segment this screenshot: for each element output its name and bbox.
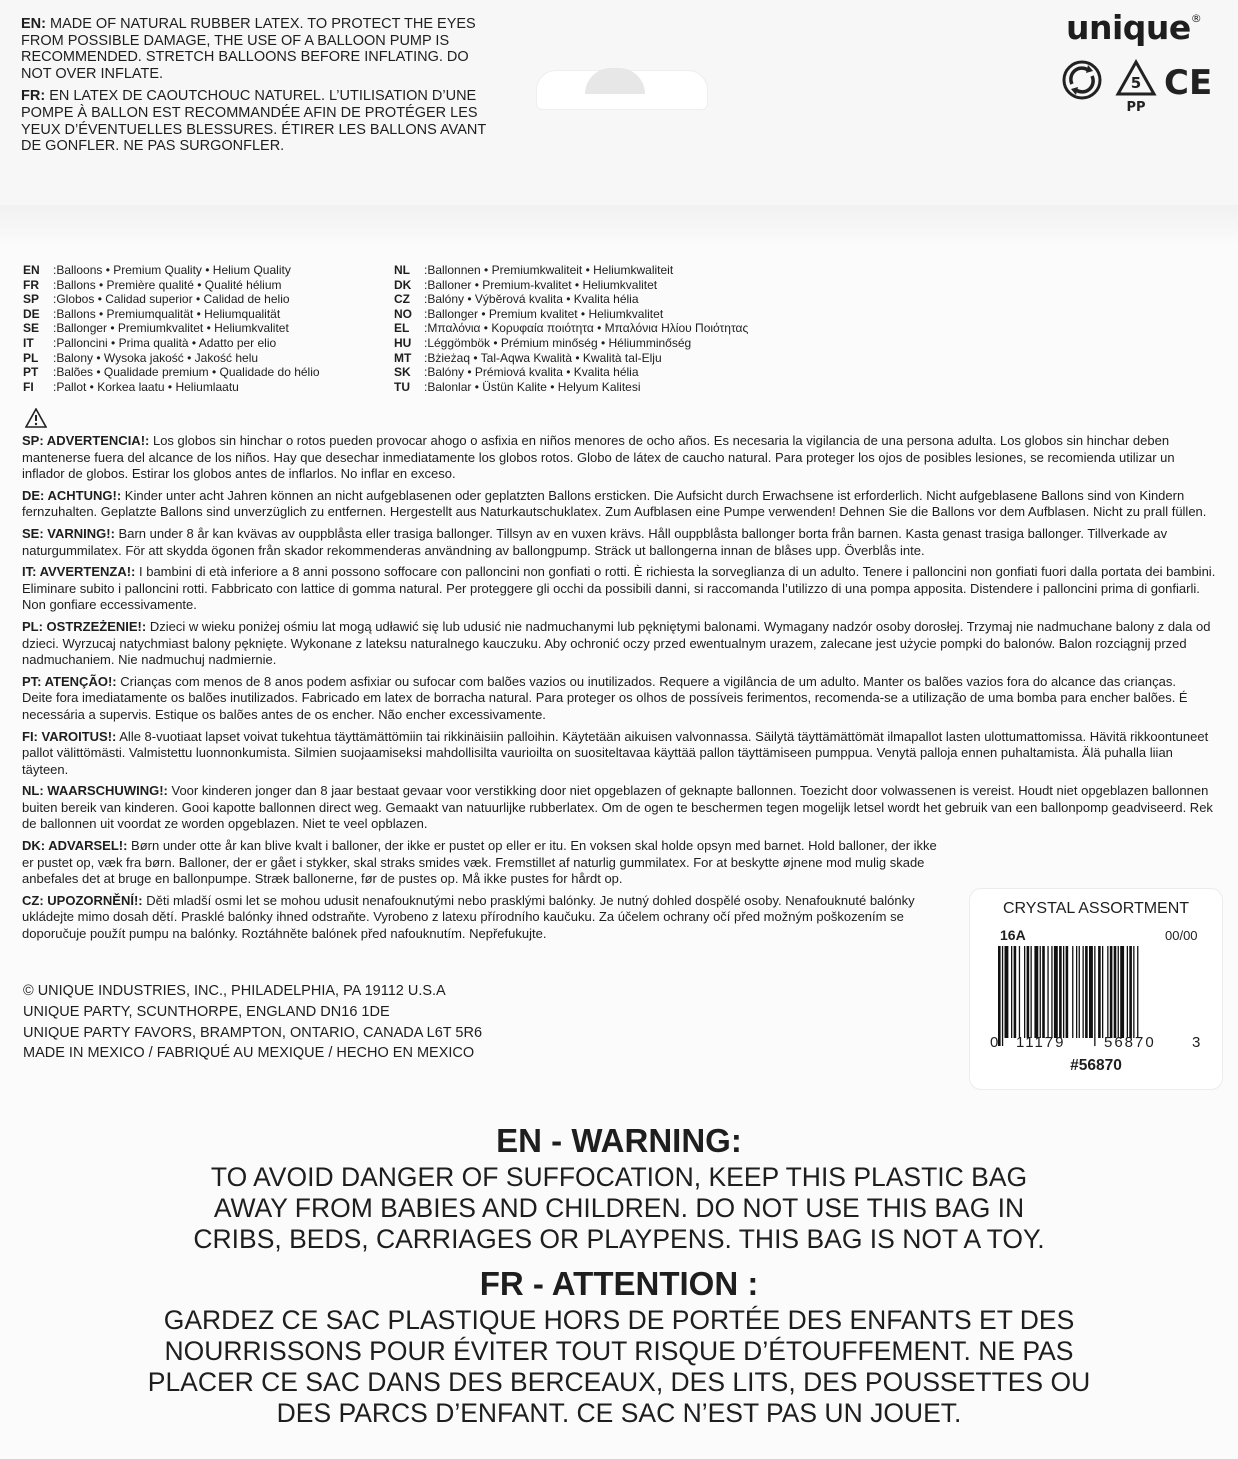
lang-code: MT (394, 350, 412, 365)
lang-code: FI (23, 379, 34, 394)
lang-text: :Balloner • Premium-kvalitet • Heliumkvalitet (424, 277, 658, 292)
warning-se (22, 526, 1207, 559)
address-line: UNIQUE PARTY FAVORS, BRAMPTON, ONTARIO, CANADA L6T 5R6 (23, 1024, 483, 1041)
lang-code: SK (394, 365, 411, 380)
warning-pt (22, 674, 1207, 724)
lang-code: PL (23, 350, 39, 365)
warning-text: MADE OF NATURAL RUBBER LATEX. TO PROTECT THE EYES FROM POSSIBLE DAMAGE, THE USE OF A BALLOON PUMP IS RECOMMENDED. STRETCH BALLOONS BEFORE INFLATING. DO NOT OVER INFLATE. (21, 16, 476, 82)
warning-label: SE: VARNING!: (22, 525, 115, 541)
list-item (23, 307, 320, 322)
address-line: UNIQUE PARTY, SCUNTHORPE, ENGLAND DN16 1DE (23, 1003, 390, 1020)
warning-text: Kinder unter acht Jahren können an nicht aufgeblasenen oder geplatzten Ballons ersticken. Die Aufsicht durch Erwachsene ist erforderlich. Nicht aufgeblasene Ballons sind von Kindern fernzuhalten. Geplatzte Ballons sind unverzüglich zu entfernen. Hergestellt aus Naturkautschuklatex. Zum Aufblasen eine Pumpe verwenden! Dehnen Sie die Ballons vor dem Aufblasen. Nicht zu prall füllen. (22, 487, 1207, 520)
warning-text: Děti mladší osmi let se mohou udusit nenafouknutými nebo prasklými balónky. Je nutný dohled dospělé osoby. Nenafouknuté balónky ukládejte mimo dosah dětí. Prasklé balónky ihned odstraňte. Vyrobeno z latexu přírodního kaučuku. Za účelem ochrany očí před možným poškozením se doporučuje použít pumpu na balónky. Roztáhněte balónek před nafouknutím. Nepřefukujte. (22, 892, 915, 942)
lang-text: :Balóny • Výběrová kvalita • Kvalita hélia (424, 292, 639, 307)
warning-text: Alle 8-vuotiaat lapset voivat tukehtua täyttämättömiin tai rikkinäisiin palloihin. Käytetään aikuisen valvonnassa. Säilytä täyttämättömät ilmapallot lasten ulottumattomissa. Hävitä rikkoontuneet pallot välittömästi. Valmistettu luonnonkumista. Silmien suojaamiseksi mahdollisilta vaurioilta on suositeltavaa käyttää pallon täyttämiseen pumppua. Venytä palloja ennen puhaltamista. Älä puhalla liian täyteen. (22, 728, 1209, 777)
top-warning-en (21, 16, 491, 82)
lang-code: NO (394, 306, 412, 321)
compliance-symbols (1060, 56, 1220, 114)
list-item (394, 321, 748, 336)
lang-text: :Ballons • Premiumqualität • Heliumqualität (53, 306, 281, 321)
lang-text: :Μπαλόνια • Κορυφαία ποιότητα • Μπαλόνια Ηλίου Ποιότητας (424, 321, 749, 336)
list-item (23, 292, 320, 307)
warning-label: SP: ADVERTENCIA!: (22, 433, 150, 448)
warning-text: Dzieci w wieku poniżej ośmiu lat mogą udławić się lub udusić nie nadmuchanymi lub pękniętymi balonami. Wymagany nadzór osoby dorosłej. Trzymaj nie nadmuchane balony z dala od dzieci. Wyrzucaj natychmiast balony pęknięte. Wykonane z lateksu naturalnego kauczuku. Aby ochronić oczy przed ewentualnym urazem, zalecane jest użycie pompki do balonów. Balon rozciągnij przed nadmuchaniem. Nie nadmuchuj nadmiernie. (22, 618, 1211, 668)
list-item (23, 321, 320, 336)
list-item (394, 365, 748, 380)
list-item (394, 292, 748, 307)
bag-warning-en-heading: EN - WARNING: (496, 1122, 742, 1159)
warning-nl (22, 783, 1218, 833)
lang-code: DK (394, 277, 412, 292)
address-line: © UNIQUE INDUSTRIES, INC., PHILADELPHIA, PA 19112 U.S.A (23, 983, 446, 999)
lang-text: :Balões • Qualidade premium • Qualidade do hélio (53, 365, 320, 380)
list-item (23, 278, 320, 293)
warning-label: NL: WAARSCHUWING!: (22, 783, 168, 799)
warning-label: FR: (21, 88, 46, 105)
list-item (394, 380, 748, 395)
lang-text: :Palloncini • Prima qualità • Adatto per elio (53, 335, 277, 350)
list-item (23, 336, 320, 351)
lang-code: EL (394, 321, 410, 336)
list-item (394, 263, 748, 278)
warning-text: Crianças com menos de 8 anos podem asfixiar ou sufocar com balões vazios ou inutilizados. Requere a vigilância de um adulto. Manter os balões vazios fora do alcance das crianças. Deite fora imediatamente os balões inutilizados. Fabricado em latex de borracha natural. Para proteger os olhos de possíveis ferimentos, recomenda-se a utilização de uma bomba para encher balões. É necessária a supervis. Estique os balões antes de os encher. Não encher excessivamente. (22, 673, 1188, 722)
warning-pl (22, 619, 1218, 669)
barcode-digits: 11179 (1016, 1034, 1066, 1051)
list-item (23, 263, 320, 278)
warning-label: EN: (21, 16, 46, 32)
warning-label: FI: VAROITUS!: (22, 728, 117, 744)
bag-warning-line: CRIBS, BEDS, CARRIAGES OR PLAYPENS. THIS BAG IS NOT A TOY. (193, 1224, 1045, 1254)
lang-code: FR (23, 277, 39, 292)
list-item (394, 351, 748, 366)
warning-text: Barn under 8 år kan kvävas av ouppblåsta eller trasiga ballonger. Tillsyn av en vuxen krävs. Håll ouppblåsta ballonger borta från barnen. Kasta genast trasiga ballonger. Tillverkade av naturgummilatex. För att skydda ögonen från skador rekommenderas användning av ballongpump. Sträck ut ballongerna innan de blåses upp. Överblås inte. (22, 525, 1168, 558)
warning-text: I bambini di età inferiore a 8 anni possono soffocare con palloncini non gonfiati o rotti. È richiesta la sorveglianza di un adulto. Tenere i palloncini non gonfiati fuori dalla portata dei bambini. Eliminare subito i palloncini rotti. Fabbricato con lattice di gomma natural. Per proteggere gli occhi da possibili danni, si raccomanda l’utilizzo di una pompa apposita. Distendere i palloncini prima di gonfiarli. Non gonfiare eccessivamente. (22, 564, 1216, 613)
list-item (23, 380, 320, 395)
lang-text: :Bżieżaq • Tal-Aqwa Kwalità • Kwalità tal-Elju (424, 350, 662, 365)
warning-label: CZ: UPOZORNĚNÍ!: (22, 892, 143, 908)
list-item (394, 336, 748, 351)
bag-warning-line: GARDEZ CE SAC PLASTIQUE HORS DE PORTÉE DES ENFANTS ET DES (163, 1305, 1075, 1335)
lang-code: EN (23, 263, 40, 277)
lang-text: :Balonlar • Üstün Kalite • Helyum Kalitesi (424, 379, 641, 394)
lang-text: :Balony • Wysoka jakość • Jakość helu (53, 350, 259, 365)
lang-code: PT (23, 365, 39, 380)
warning-label: PT: ATENÇÃO!: (22, 673, 117, 689)
list-item (394, 307, 748, 322)
lang-text: :Pallot • Korkea laatu • Heliumlaatu (53, 379, 239, 394)
bag-warning-line: AWAY FROM BABIES AND CHILDREN. DO NOT USE THIS BAG IN (213, 1193, 1025, 1223)
material-code: PP (1126, 100, 1146, 114)
list-item (23, 351, 320, 366)
lang-code: NL (394, 263, 410, 277)
lang-code: SP (23, 292, 40, 307)
language-list-right (394, 263, 748, 394)
warning-it (22, 564, 1218, 614)
item-number: #56870 (1070, 1057, 1122, 1074)
ce-mark-icon: CE (1164, 63, 1213, 103)
product-name: CRYSTAL ASSORTMENT (1002, 900, 1190, 917)
list-item (23, 365, 320, 380)
lang-text: :Ballonnen • Premiumkwaliteit • Heliumkwaliteit (424, 263, 674, 277)
bag-warning-fr-text (0, 1305, 1238, 1429)
warning-text: Børn under otte år kan blive kvalt i balloner, der ikke er pustet op eller er itu. En voksen skal holde opsyn med barnet. Hold balloner, der ikke er pustet op, væk fra børn. Balloner, der er gået i stykker, skal straks smides væk. Fremstillet af naturlig gummilatex. For at beskytte øjnene mod mulig skade anbefales det at bruge en ballonpumpe. Stræk ballonerne, før de pustes op. Må ikke pustes for hårdt op. (22, 838, 937, 887)
warning-dk (22, 838, 942, 888)
lang-text: :Balloons • Premium Quality • Helium Quality (53, 263, 291, 277)
warning-de (22, 488, 1218, 521)
recycle-icon (1064, 62, 1100, 98)
warning-text: Voor kinderen jonger dan 8 jaar bestaat gevaar voor verstikking door niet opgeblazen of geknapte ballonnen. Toezicht door volwassenen is vereist. Houdt niet opgeblazen ballonnen buiten bereik van kinderen. Gooi kapotte ballonnen direct weg. Gemaakt van natuurlijke rubberlatex. Om de ogen te beschermen tegen mogelijk letsel wordt het gebruik van een ballonpomp geadviseerd. Rek de ballonnen uit voordat ze worden opgeblazen. Niet te veel opblazen. (22, 783, 1213, 832)
warning-cz (22, 893, 922, 943)
warning-label: DE: ACHTUNG!: (22, 487, 122, 503)
lang-text: :Ballonger • Premiumkvalitet • Heliumkvalitet (53, 321, 289, 336)
warning-label: IT: AVVERTENZA!: (22, 564, 136, 580)
registered-mark: ® (1190, 12, 1202, 25)
lang-text: :Ballonger • Premium kvalitet • Heliumkvalitet (424, 306, 664, 321)
lang-code: DE (23, 306, 40, 321)
lang-code: SE (23, 321, 40, 336)
warning-fi (22, 729, 1218, 779)
list-item (394, 278, 748, 293)
company-addresses (23, 981, 482, 1064)
bag-warning-line: PLACER CE SAC DANS DES BERCEAUX, DES LITS, DES POUSSETTES OU (147, 1367, 1091, 1397)
barcode-icon (998, 946, 1194, 1046)
brand-logo (1066, 8, 1201, 47)
warning-text: Los globos sin hinchar o rotos pueden provocar ahogo o asfixia en niños menores de ocho años. Es necesaria la vigilancia de una persona adulta. Los globos sin hinchar deben mantenerse fuera del alcance de los niños. Hay que desechar inmediatamente los globos rotos. Globo de látex de caucho natural. Para proteger los ojos de posibles lesiones, se recomienda utilizar un inflador de globos. Estirar los globos antes de inflarlos. No inflar en exceso. (22, 433, 1175, 482)
top-warning-fr (21, 88, 491, 154)
brand-name: unique (1066, 8, 1191, 47)
barcode-digits: 56870 (1104, 1034, 1156, 1051)
lang-code: HU (394, 335, 412, 350)
date-code: 00/00 (1165, 928, 1198, 943)
bag-warning-line: DES PARCS D’ENFANT. CE SAC N’EST PAS UN JOUET. (276, 1398, 962, 1428)
bag-warning-en-text (0, 1162, 1238, 1255)
lang-code: IT (23, 335, 34, 350)
lang-code: CZ (394, 292, 410, 307)
lang-text: :Balóny • Prémiová kvalita • Kvalita hélia (424, 365, 639, 380)
warning-label: DK: ADVARSEL!: (22, 838, 128, 854)
top-latex-warning (21, 16, 491, 161)
recycling-triangle-icon (1118, 62, 1154, 114)
product-code: 16A (1000, 927, 1026, 943)
barcode-digit: 0 (990, 1034, 1001, 1051)
recycle-number: 5 (1130, 74, 1142, 92)
address-line: MADE IN MEXICO / FABRIQUÉ AU MEXIQUE / HECHO EN MEXICO (23, 1045, 475, 1062)
warning-triangle-icon (25, 408, 47, 428)
bag-warning-line: NOURRISSONS POUR ÉVITER TOUT RISQUE D’ÉTOUFFEMENT. NE PAS (164, 1336, 1074, 1366)
warning-sp (22, 433, 1210, 483)
warning-text: EN LATEX DE CAOUTCHOUC NATUREL. L’UTILISATION D’UNE POMPE À BALLON EST RECOMMANDÉE AFIN DE PROTÉGER LES YEUX D’ÉVENTUELLES BLESSURES. ÉTIRER LES BALLONS AVANT DE GONFLER. NE PAS SURGONFLER. (21, 88, 486, 155)
barcode-digit: 3 (1192, 1034, 1203, 1051)
lang-text: :Globos • Calidad superior • Calidad de helio (53, 292, 290, 307)
bag-warning-fr-heading: FR - ATTENTION : (479, 1265, 759, 1302)
barcode-label (969, 888, 1223, 1090)
lang-text: :Léggömbök • Prémium minőség • Héliumminőség (424, 335, 692, 350)
fold-shadow (0, 205, 1238, 245)
warning-label: PL: OSTRZEŻENIE!: (22, 618, 147, 634)
multilingual-warnings (22, 433, 1222, 948)
language-list-left (23, 263, 320, 394)
lang-text: :Ballons • Première qualité • Qualité hélium (53, 277, 282, 292)
bag-warning-line: TO AVOID DANGER OF SUFFOCATION, KEEP THIS PLASTIC BAG (210, 1162, 1028, 1192)
lang-code: TU (394, 379, 410, 394)
